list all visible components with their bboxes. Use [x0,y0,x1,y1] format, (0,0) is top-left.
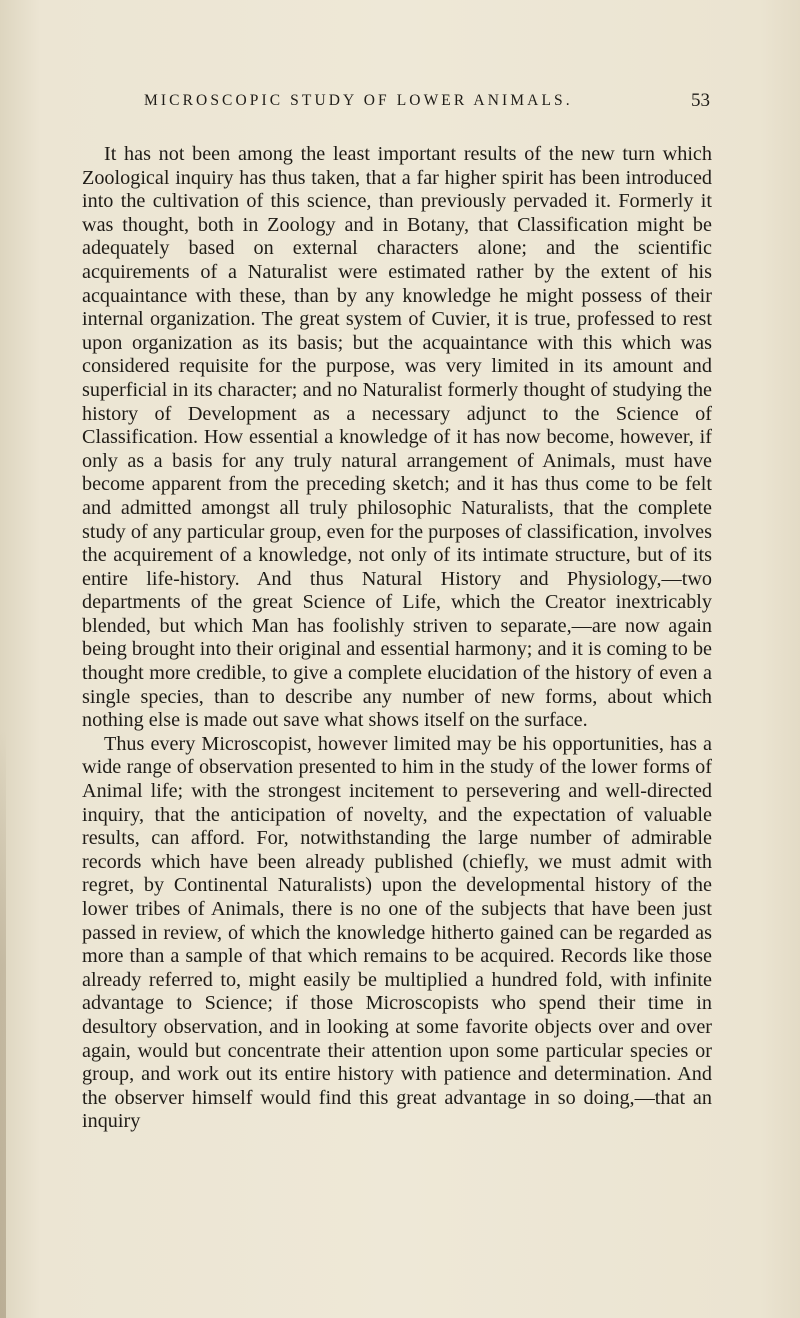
page-number: 53 [691,90,710,111]
paragraph: It has not been among the least important results of the new turn which Zoological inquiry has thus taken, that a far higher spirit has been introduced into the cultivation of this science, than previously pervaded it. Formerly it was thought, both in Zoology and in Botany, that Classification might be adequately based on external characters alone; and the scientific acquirements of a Naturalist were estimated rather by the extent of his acquaintance with these, than by any knowledge he might possess of their internal organization. The great system of Cuvier, it is true, professed to rest upon organization as its basis; but the acquaintance with this which was considered requisite for the purpose, was very limited in its amount and superficial in its character; and no Naturalist formerly thought of studying the history of Development as a necessary adjunct to the Science of Classification. How essential a knowledge of it has now become, however, if only as a basis for any truly natural arrangement of Animals, must have become apparent from the preceding sketch; and it has thus come to be felt and admitted amongst all truly philosophic Naturalists, that the complete study of any particular group, even for the purposes of classification, involves the acquirement of a knowledge, not only of its intimate structure, but of its entire life-history. And thus Natural History and Physiology,—two departments of the great Science of Life, which the Creator inextricably blended, but which Man has foolishly striven to separate,—are now again being brought into their original and essential harmony; and it is coming to be thought more credible, to give a complete elucidation of the history of even a single species, than to describe any number of new forms, about which nothing else is made out save what shows itself on the surface. [82,143,712,732]
running-head [144,92,710,114]
running-title: MICROSCOPIC STUDY OF LOWER ANIMALS. [144,92,573,109]
binding-shadow [0,730,6,1318]
paragraph: Thus every Microscopist, however limited may be his opportunities, has a wide range of observation presented to him in the study of the lower forms of Animal life; with the strongest incitement to persevering and well-directed inquiry, that the anticipation of novelty, and the expectation of valuable results, can afford. For, notwithstanding the large number of admirable records which have been already published (chiefly, we must admit with regret, by Continental Naturalists) upon the developmental history of the lower tribes of Animals, there is no one of the subjects that have been just passed in review, of which the knowledge hitherto gained can be regarded as more than a sample of that which remains to be acquired. Records like those already referred to, might easily be multiplied a hundred fold, with infinite advantage to Science; if those Microscopists who spend their time in desultory observation, and in looking at some favorite objects over and over again, would but concentrate their attention upon some particular species or group, and work out its entire history with patience and determination. And the observer himself would find this great advantage in so doing,—that an inquiry [82,732,712,1133]
body-text [82,143,712,1134]
